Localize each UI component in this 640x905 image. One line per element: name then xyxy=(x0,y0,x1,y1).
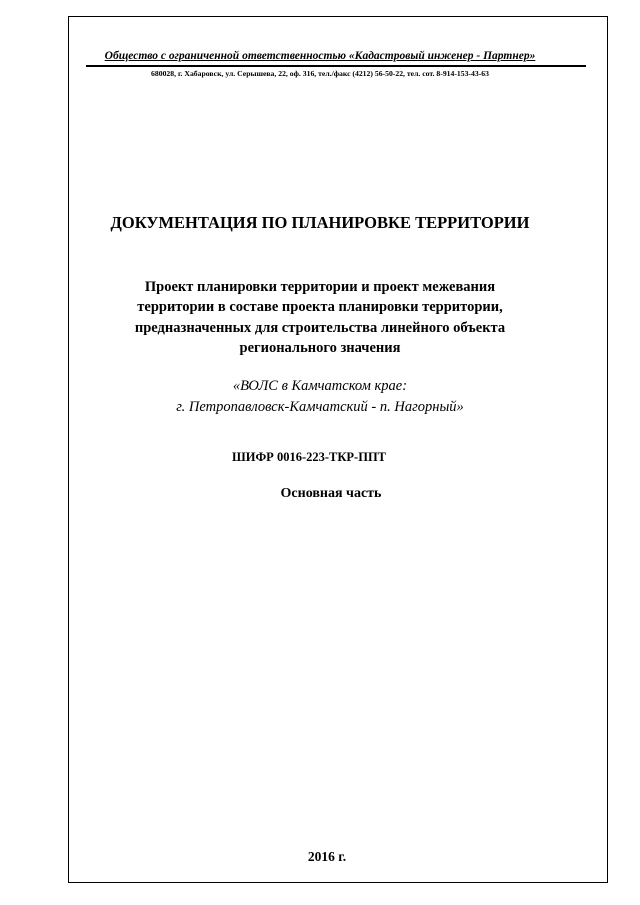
object-name xyxy=(0,376,640,418)
company-name: Общество с ограниченной ответственностью «Кадастровый инженер - Партнер» xyxy=(104,50,536,62)
project-description-line: предназначенных для строительства линейного объекта xyxy=(134,319,506,336)
document-title: ДОКУМЕНТАЦИЯ ПО ПЛАНИРОВКЕ ТЕРРИТОРИИ xyxy=(110,213,530,232)
company-contacts: 680028, г. Хабаровск, ул. Серышева, 22, оф. 316, тел./факс (4212) 56-50-22, тел. сот. 8-914-153-43-63 xyxy=(151,69,489,78)
document-year: 2016 г. xyxy=(307,849,347,864)
document-part: Основная часть xyxy=(280,486,382,501)
document-cipher: ШИФР 0016-223-ТКР-ППТ xyxy=(232,450,387,464)
project-description-line: Проект планировки территории и проект межевания xyxy=(144,279,496,295)
object-name-line: г. Петропавловск-Камчатский - п. Нагорный» xyxy=(176,399,464,415)
object-name-line: «ВОЛС в Камчатском крае: xyxy=(232,378,408,394)
project-description-line: территории в составе проекта планировки территории, xyxy=(137,299,503,316)
header-rule xyxy=(86,65,586,67)
project-description xyxy=(0,277,640,358)
project-description-line: регионального значения xyxy=(239,339,401,356)
